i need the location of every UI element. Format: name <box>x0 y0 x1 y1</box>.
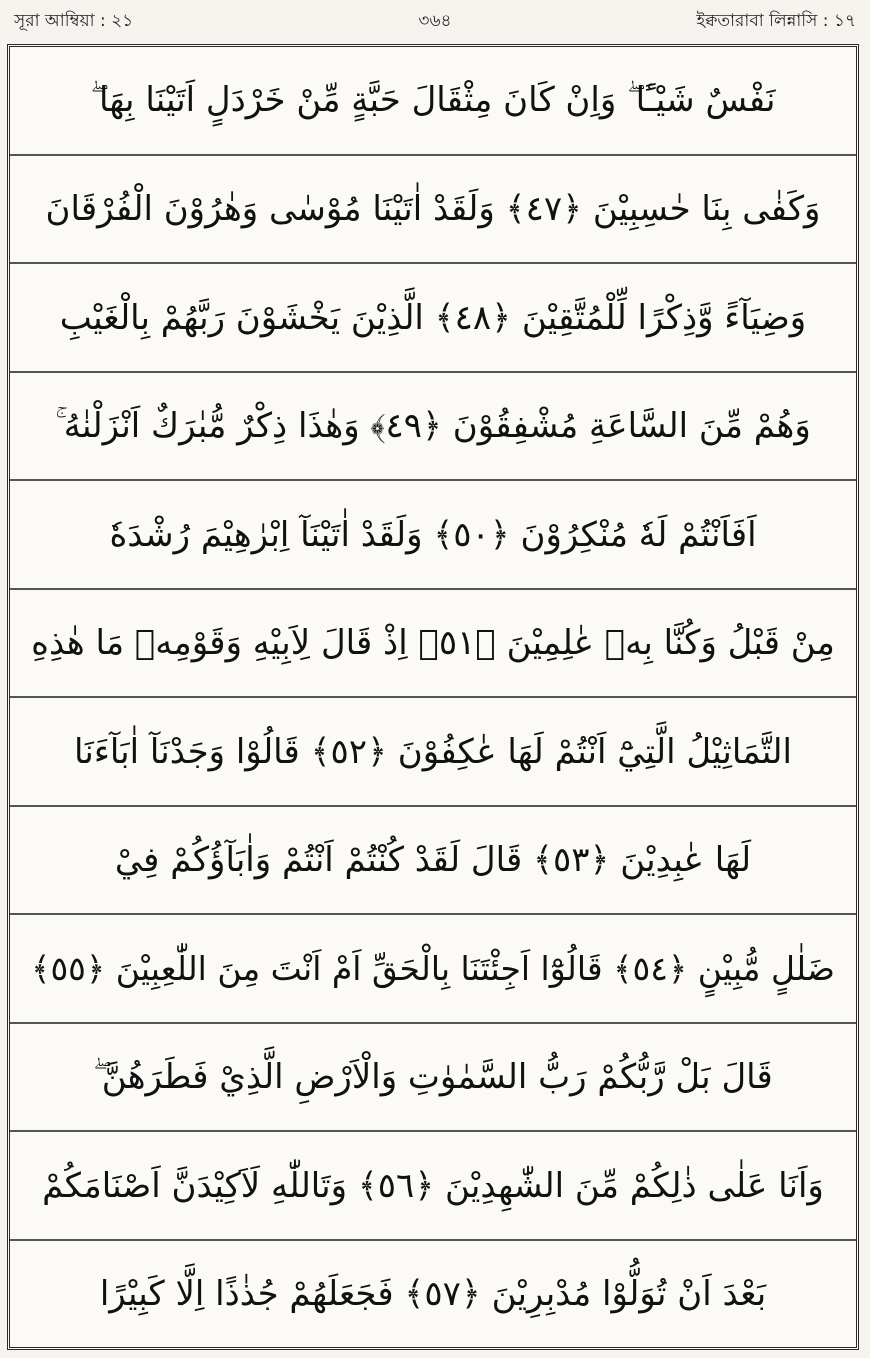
text-line <box>10 47 856 156</box>
para-name-header: ইক্বতারাবা লিন্নাসি : ১৭ <box>696 11 856 31</box>
text-line <box>10 1024 856 1133</box>
text-line <box>10 807 856 916</box>
text-line <box>10 481 856 590</box>
verse-text: وَكَفٰى بِنَا حٰسِبِيْنَ ﴿٤٧﴾ وَلَقَدْ اٰتَيْنَا مُوْسٰى وَهٰرُوْنَ الْفُرْقَانَ <box>45 189 821 230</box>
verse-text: لَهَا عٰبِدِيْنَ ﴿٥٣﴾ قَالَ لَقَدْ كُنْتُمْ اَنْتُمْ وَاٰبَآؤُكُمْ فِيْ <box>114 840 752 881</box>
verse-text: وَضِيَآءً وَّذِكْرًا لِّلْمُتَّقِيْنَ ﴿٤٨﴾ الَّذِيْنَ يَخْشَوْنَ رَبَّهُمْ بِالْغَيْبِ <box>59 297 807 338</box>
verse-text: قَالَ بَلْ رَّبُّكُمْ رَبُّ السَّمٰوٰتِ وَالْاَرْضِ الَّذِيْ فَطَرَهُنَّ ۖ <box>93 1056 773 1097</box>
page-number: ৩৬৪ <box>418 11 452 31</box>
verse-text: نَفْسٌ شَيْـًٔا ۖ وَاِنْ كَانَ مِثْقَالَ حَبَّةٍ مِّنْ خَرْدَلٍ اَتَيْنَا بِهَا ۖ <box>90 80 776 121</box>
text-line <box>10 156 856 265</box>
text-line <box>10 915 856 1024</box>
text-line <box>10 1241 856 1348</box>
text-line <box>10 590 856 699</box>
verse-text: وَهُمْ مِّنَ السَّاعَةِ مُشْفِقُوْنَ ﴿٤٩﴾ وَهٰذَا ذِكْرٌ مُّبٰرَكٌ اَنْزَلْنٰهُ ۚ <box>55 406 811 447</box>
text-frame <box>7 44 859 1350</box>
text-line <box>10 698 856 807</box>
verse-text: بَعْدَ اَنْ تُوَلُّوْا مُدْبِرِيْنَ ﴿٥٧﴾ فَجَعَلَهُمْ جُذٰذًا اِلَّا كَبِيْرًا <box>99 1274 767 1315</box>
verse-text: وَاَنَا عَلٰى ذٰلِكُمْ مِّنَ الشّٰهِدِيْنَ ﴿٥٦﴾ وَتَاللّٰهِ لَاَكِيْدَنَّ اَصْنَامَكُمْ <box>42 1165 824 1206</box>
text-line <box>10 373 856 482</box>
verse-text: ضَلٰلٍ مُّبِيْنٍ ﴿٥٤﴾ قَالُوْٓا اَجِئْتَنَا بِالْحَقِّ اَمْ اَنْتَ مِنَ اللّٰعِبِيْنَ ﴿٥٥﴾ <box>31 948 835 988</box>
verse-text: اَفَاَنْتُمْ لَهٗ مُنْكِرُوْنَ ﴿٥٠﴾ وَلَقَدْ اٰتَيْنَآ اِبْرٰهِيْمَ رُشْدَهٗ <box>109 514 757 555</box>
verse-lines <box>10 47 856 1347</box>
page-header <box>0 0 870 40</box>
text-line <box>10 264 856 373</box>
surah-name-header: সূরা আম্বিয়া : ২১ <box>14 11 134 31</box>
text-line <box>10 1132 856 1241</box>
verse-text: التَّمَاثِيْلُ الَّتِيْٓ اَنْتُمْ لَهَا عٰكِفُوْنَ ﴿٥٢﴾ قَالُوْا وَجَدْنَآ اٰبَآءَنَا <box>74 731 792 772</box>
verse-text: مِنْ قَبْلُ وَكُنَّا بِهٖ عٰلِمِيْنَ ﴿٥١﴾ اِذْ قَالَ لِاَبِيْهِ وَقَوْمِهٖ مَا هٰذِهِ <box>31 622 835 663</box>
